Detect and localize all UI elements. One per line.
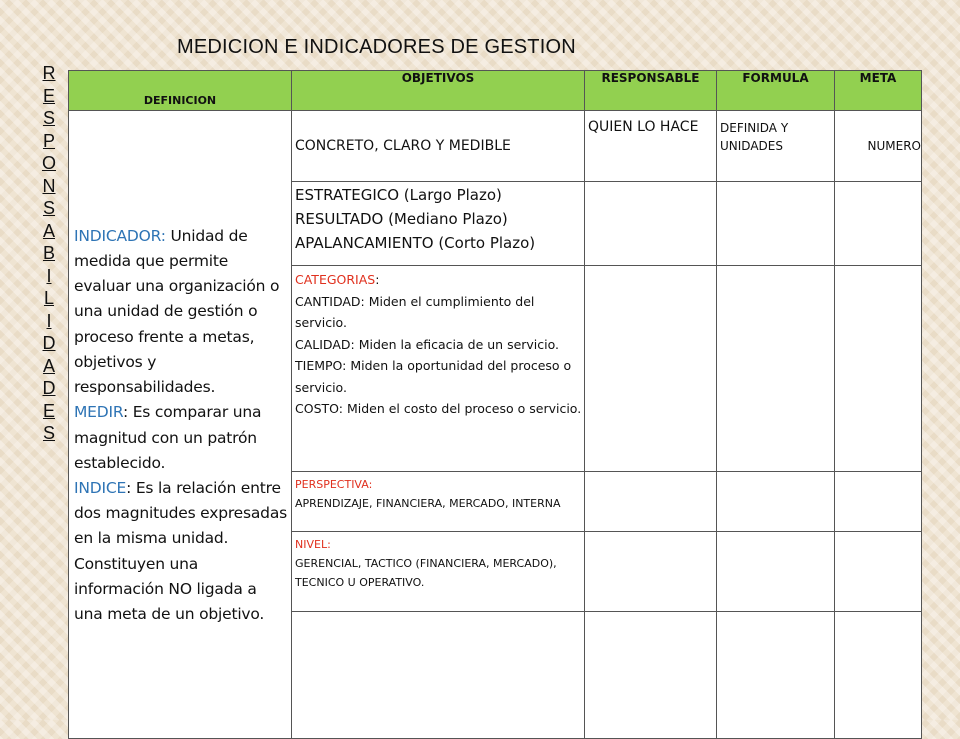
objetivo-cell (292, 612, 585, 739)
header-definicion: DEFINICION (69, 71, 292, 111)
nivel-text: GERENCIAL, TACTICO (FINANCIERA, MERCADO), TECNICO U OPERATIVO. (295, 557, 557, 589)
indice-text: : Es la relación entre dos magnitudes expresadas en la misma unidad. Constituyen una información NO ligada a una meta de un objetivo. (74, 478, 287, 623)
categoria-item: COSTO: Miden el costo del proceso o servicio. (295, 401, 582, 416)
objetivo-cell (292, 182, 585, 266)
vertical-letter: D (42, 333, 56, 353)
objetivo-cell (292, 532, 585, 612)
formula-cell (717, 266, 835, 472)
objetivo-cell (292, 266, 585, 472)
table-header-row (69, 71, 922, 111)
responsable-cell (585, 612, 717, 739)
meta-cell (835, 266, 922, 472)
formula-cell (717, 612, 835, 739)
responsable-cell: QUIEN LO HACE (585, 111, 717, 182)
indicador-text: Unidad de medida que permite evaluar una organización o una unidad de gestión o proceso frente a metas, objetivos y responsabilidades. (74, 226, 280, 397)
categoria-item: CALIDAD: Miden la eficacia de un servicio. (295, 336, 560, 352)
vertical-letter: S (42, 198, 55, 218)
definition-cell (69, 111, 292, 739)
vertical-letter: P (42, 130, 55, 151)
indice-label: INDICE (74, 478, 127, 497)
objetivo-cell: CONCRETO, CLARO Y MEDIBLE (292, 111, 585, 182)
vertical-letter: E (42, 400, 55, 421)
indicador-label: INDICADOR: (74, 226, 166, 245)
meta-cell (835, 532, 922, 612)
vertical-letter: S (42, 108, 55, 128)
vertical-letter: R (42, 63, 56, 83)
categoria-item: CANTIDAD: Miden el cumplimiento del servicio. (295, 293, 535, 330)
header-formula: FORMULA (717, 71, 835, 111)
categorias-label: CATEGORIAS (295, 272, 376, 287)
objetivo-cell (292, 472, 585, 532)
perspectiva-label: PERSPECTIVA: (295, 478, 373, 491)
categoria-item: TIEMPO: Miden la oportunidad del proceso o servicio. (295, 358, 572, 395)
meta-cell: NUMERO (835, 111, 922, 182)
vertical-letter: N (42, 175, 56, 196)
meta-cell (835, 472, 922, 532)
formula-cell: DEFINIDA Y UNIDADES (717, 111, 835, 182)
vertical-letter: I (46, 310, 52, 331)
medir-label: MEDIR (74, 403, 123, 422)
vertical-letter: B (42, 243, 55, 263)
definition-text (74, 224, 287, 627)
objetivo-line: RESULTADO (Mediano Plazo) (295, 210, 508, 228)
responsable-cell (585, 472, 717, 532)
responsable-cell (585, 532, 717, 612)
meta-cell (835, 182, 922, 266)
slide-title: MEDICION E INDICADORES DE GESTION (177, 36, 576, 58)
vertical-letter: D (42, 378, 56, 398)
vertical-letter: E (42, 85, 55, 106)
formula-cell (717, 472, 835, 532)
formula-cell (717, 182, 835, 266)
perspectiva-text: APRENDIZAJE, FINANCIERA, MERCADO, INTERNA (295, 497, 561, 510)
medir-text: : Es comparar una magnitud con un patrón establecido. (74, 403, 262, 472)
vertical-letter: L (43, 288, 54, 308)
objetivo-line: ESTRATEGICO (Largo Plazo) (295, 186, 502, 204)
indicators-table (68, 70, 922, 739)
header-meta: META (835, 71, 922, 111)
vertical-letter: O (41, 153, 56, 173)
formula-cell (717, 532, 835, 612)
objetivo-line: APALANCAMIENTO (Corto Plazo) (295, 234, 536, 252)
vertical-letter: A (42, 355, 55, 376)
responsable-cell (585, 266, 717, 472)
vertical-letter: S (42, 423, 55, 443)
vertical-word-responsabilidades (36, 62, 62, 445)
meta-cell (835, 612, 922, 739)
responsable-cell (585, 182, 717, 266)
header-objetivos: OBJETIVOS (292, 71, 585, 111)
vertical-letter: I (46, 265, 52, 286)
nivel-label: NIVEL: (295, 538, 331, 551)
categorias-suffix: : (375, 272, 380, 287)
header-responsable: RESPONSABLE (585, 71, 717, 111)
table-row (69, 111, 922, 182)
vertical-letter: A (42, 220, 55, 241)
